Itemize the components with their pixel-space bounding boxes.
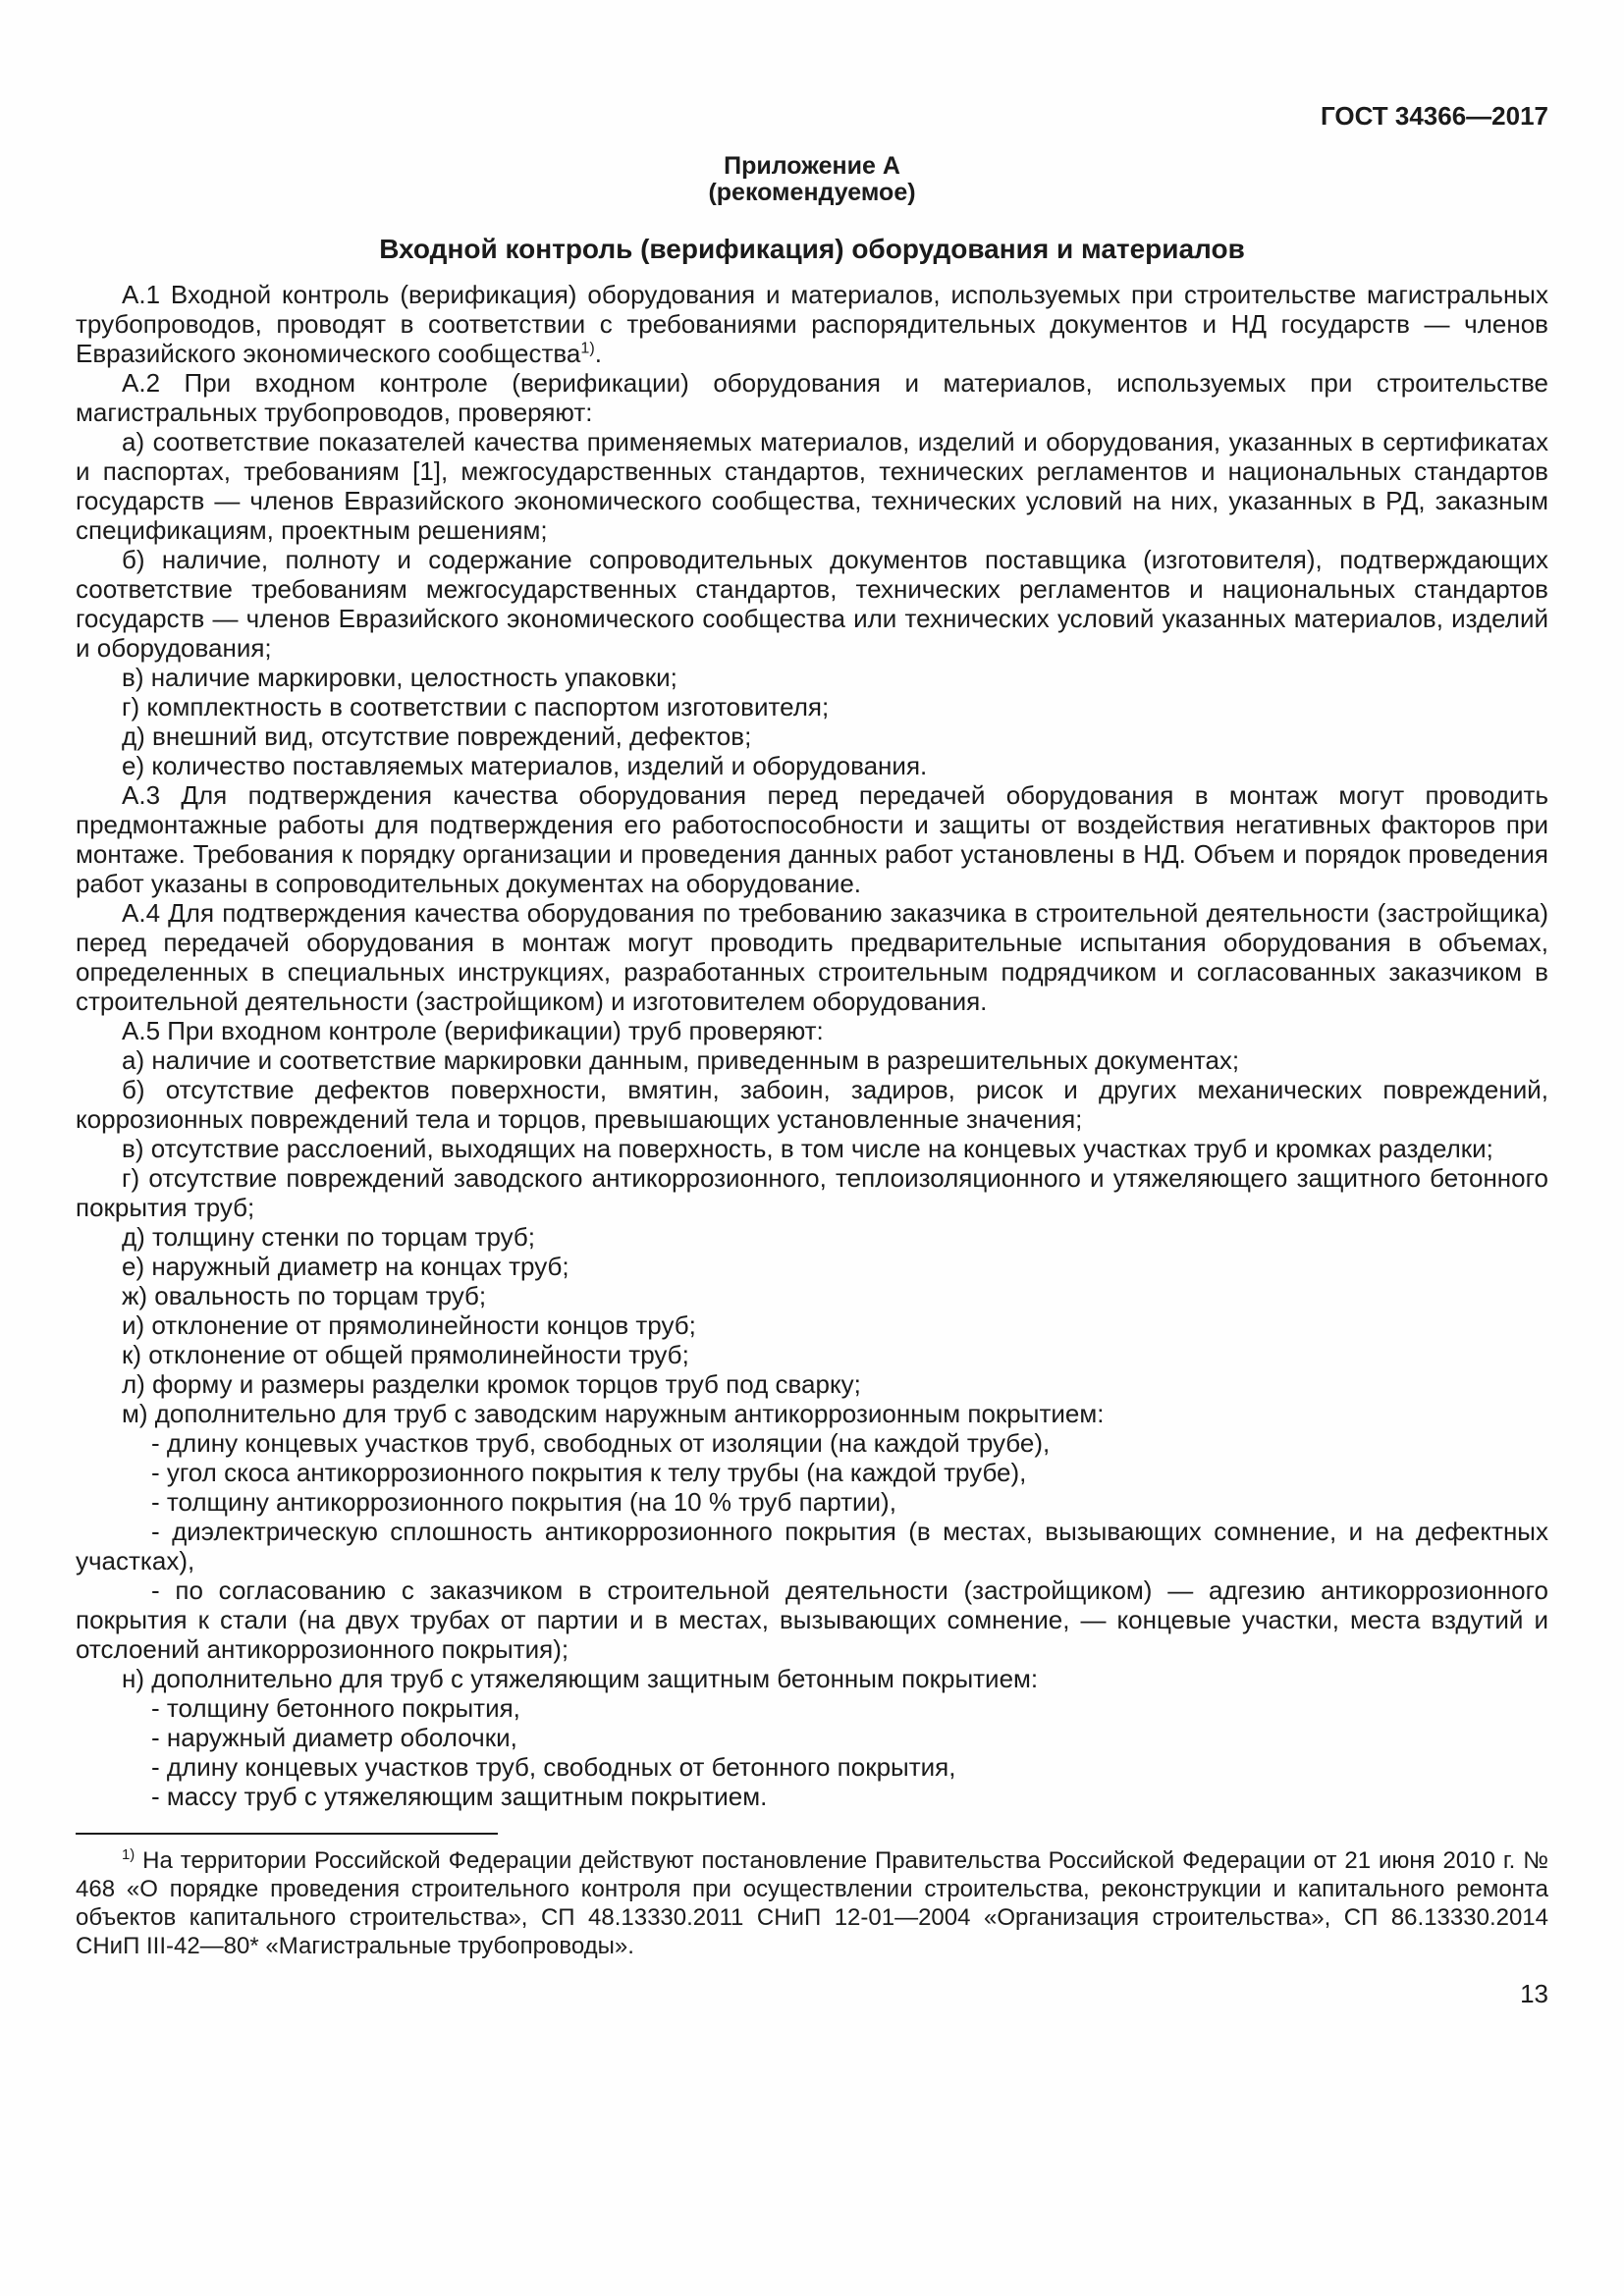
sub-list-item: - наружный диаметр оболочки,	[151, 1723, 517, 1752]
sub-list-item: - толщину бетонного покрытия,	[151, 1693, 520, 1723]
document-title: Входной контроль (верификация) оборудования и материалов	[379, 234, 1245, 264]
paragraph: м) дополнительно для труб с заводским наружным антикоррозионным покрытием:	[122, 1399, 1105, 1428]
clause-a1-tail: .	[594, 339, 602, 368]
sub-list-item: - длину концевых участков труб, свободных от бетонного покрытия,	[151, 1752, 956, 1782]
paragraph: А.4 Для подтверждения качества оборудования по требованию заказчика в строительной деятельности (застройщика) перед передачей оборудования в монтаж могут проводить предварительные испытания оборудования в объемах, определенных в специальных инструкциях, разработанных строительным подрядчиком и согласованных заказчиком в строительной деятельности (застройщиком) и изготовителем оборудования.	[76, 898, 1548, 1016]
body-text	[76, 280, 1548, 1811]
doc-number: ГОСТ 34366—2017	[1321, 101, 1548, 131]
sub-list-item: - толщину антикоррозионного покрытия (на 10 % труб партии),	[151, 1487, 896, 1517]
paragraph: б) отсутствие дефектов поверхности, вмятин, забоин, задиров, рисок и других механических повреждений, коррозионных повреждений тела и торцов, превышающих установленные значения;	[76, 1075, 1548, 1134]
paragraph: е) количество поставляемых материалов, изделий и оборудования.	[122, 751, 928, 780]
paragraph: д) внешний вид, отсутствие повреждений, дефектов;	[122, 721, 752, 751]
page-number: 13	[1520, 1979, 1548, 2008]
paragraph: А.3 Для подтверждения качества оборудования перед передачей оборудования в монтаж могут проводить предмонтажные работы для подтверждения его работоспособности и защиты от воздействия негативных факторов при монтаже. Требования к порядку организации и проведения данных работ установлены в НД. Объем и порядок проведения работ указаны в сопроводительных документах на оборудование.	[76, 780, 1548, 898]
paragraph: а) наличие и соответствие маркировки данным, приведенным в разрешительных документах;	[122, 1045, 1240, 1075]
paragraph: б) наличие, полноту и содержание сопроводительных документов поставщика (изготовителя), подтверждающих соответствие требованиям межгосударственных стандартов, технических регламентов и национальных стандартов государств — членов Евразийского экономического сообщества или технических условий указанных материалов, изделий и оборудования;	[76, 545, 1548, 663]
footnote	[76, 1846, 1548, 1960]
paragraph: л) форму и размеры разделки кромок торцов труб под сварку;	[122, 1369, 861, 1399]
sub-list-item: - длину концевых участков труб, свободных от изоляции (на каждой трубе),	[151, 1428, 1051, 1458]
clause-a1-text: А.1 Входной контроль (верификация) оборудования и материалов, используемых при строительстве магистральных трубопроводов, проводят в соответствии с требованиями распорядительных документов и НД государств — членов Евразийского экономического сообщества	[76, 280, 1548, 368]
paragraph: и) отклонение от прямолинейности концов труб;	[122, 1310, 696, 1340]
paragraph: а) соответствие показателей качества применяемых материалов, изделий и оборудования, указанных в сертификатах и паспортах, требованиям [1], межгосударственных стандартов, технических регламентов и национальных стандартов государств — членов Евразийского экономического сообщества, технических условий на них, указанных в РД, заказным спецификациям, проектным решениям;	[76, 427, 1548, 545]
paragraph: к) отклонение от общей прямолинейности труб;	[122, 1340, 689, 1369]
paragraph: в) отсутствие расслоений, выходящих на поверхность, в том числе на концевых участках труб и кромках разделки;	[122, 1134, 1493, 1163]
paragraph: г) отсутствие повреждений заводского антикоррозионного, теплоизоляционного и утяжеляющего защитного бетонного покрытия труб;	[76, 1163, 1548, 1222]
appendix-label: Приложение А	[724, 152, 900, 180]
paragraph: д) толщину стенки по торцам труб;	[122, 1222, 536, 1252]
clause-a1	[76, 280, 1548, 368]
footnote-marker: 1)	[122, 1847, 135, 1863]
paragraph: г) комплектность в соответствии с паспортом изготовителя;	[122, 692, 830, 721]
paragraph: ж) овальность по торцам труб;	[122, 1281, 487, 1310]
paragraph: А.5 При входном контроле (верификации) труб проверяют:	[122, 1016, 824, 1045]
sub-list-item: - диэлектрическую сплошность антикоррозионного покрытия (в местах, вызывающих сомнение, и на дефектных участках),	[76, 1517, 1548, 1575]
paragraph: А.2 При входном контроле (верификации) оборудования и материалов, используемых при строительстве магистральных трубопроводов, проверяют:	[76, 368, 1548, 427]
footnote-text: На территории Российской Федерации действуют постановление Правительства Российской Федерации от 21 июня 2010 г. № 468 «О порядке проведения строительного контроля при осуществлении строительства, реконструкции и капитального ремонта объектов капитального строительства», СП 48.13330.2011 СНиП 12-01—2004 «Организация строительства», СП 86.13330.2014 СНиП III-42—80* «Магистральные трубопроводы».	[76, 1847, 1548, 1959]
footnote-separator	[76, 1833, 498, 1835]
sub-list-item: - угол скоса антикоррозионного покрытия к телу трубы (на каждой трубе),	[151, 1458, 1027, 1487]
paragraph: н) дополнительно для труб с утяжеляющим защитным бетонным покрытием:	[122, 1664, 1039, 1693]
appendix-heading	[76, 153, 1548, 206]
sub-list-item: - по согласованию с заказчиком в строительной деятельности (застройщиком) — адгезию антикоррозионного покрытия к стали (на двух трубах от партии и в местах, вызывающих сомнение, — концевые участки, места вздутий и отслоений антикоррозионного покрытия);	[76, 1575, 1548, 1664]
footnote-ref: 1)	[580, 339, 595, 357]
footnote-block	[76, 1833, 1548, 1960]
sub-list-item: - массу труб с утяжеляющим защитным покрытием.	[151, 1782, 768, 1811]
appendix-type: (рекомендуемое)	[708, 179, 916, 206]
paragraph: е) наружный диаметр на концах труб;	[122, 1252, 569, 1281]
paragraph: в) наличие маркировки, целостность упаковки;	[122, 663, 677, 692]
